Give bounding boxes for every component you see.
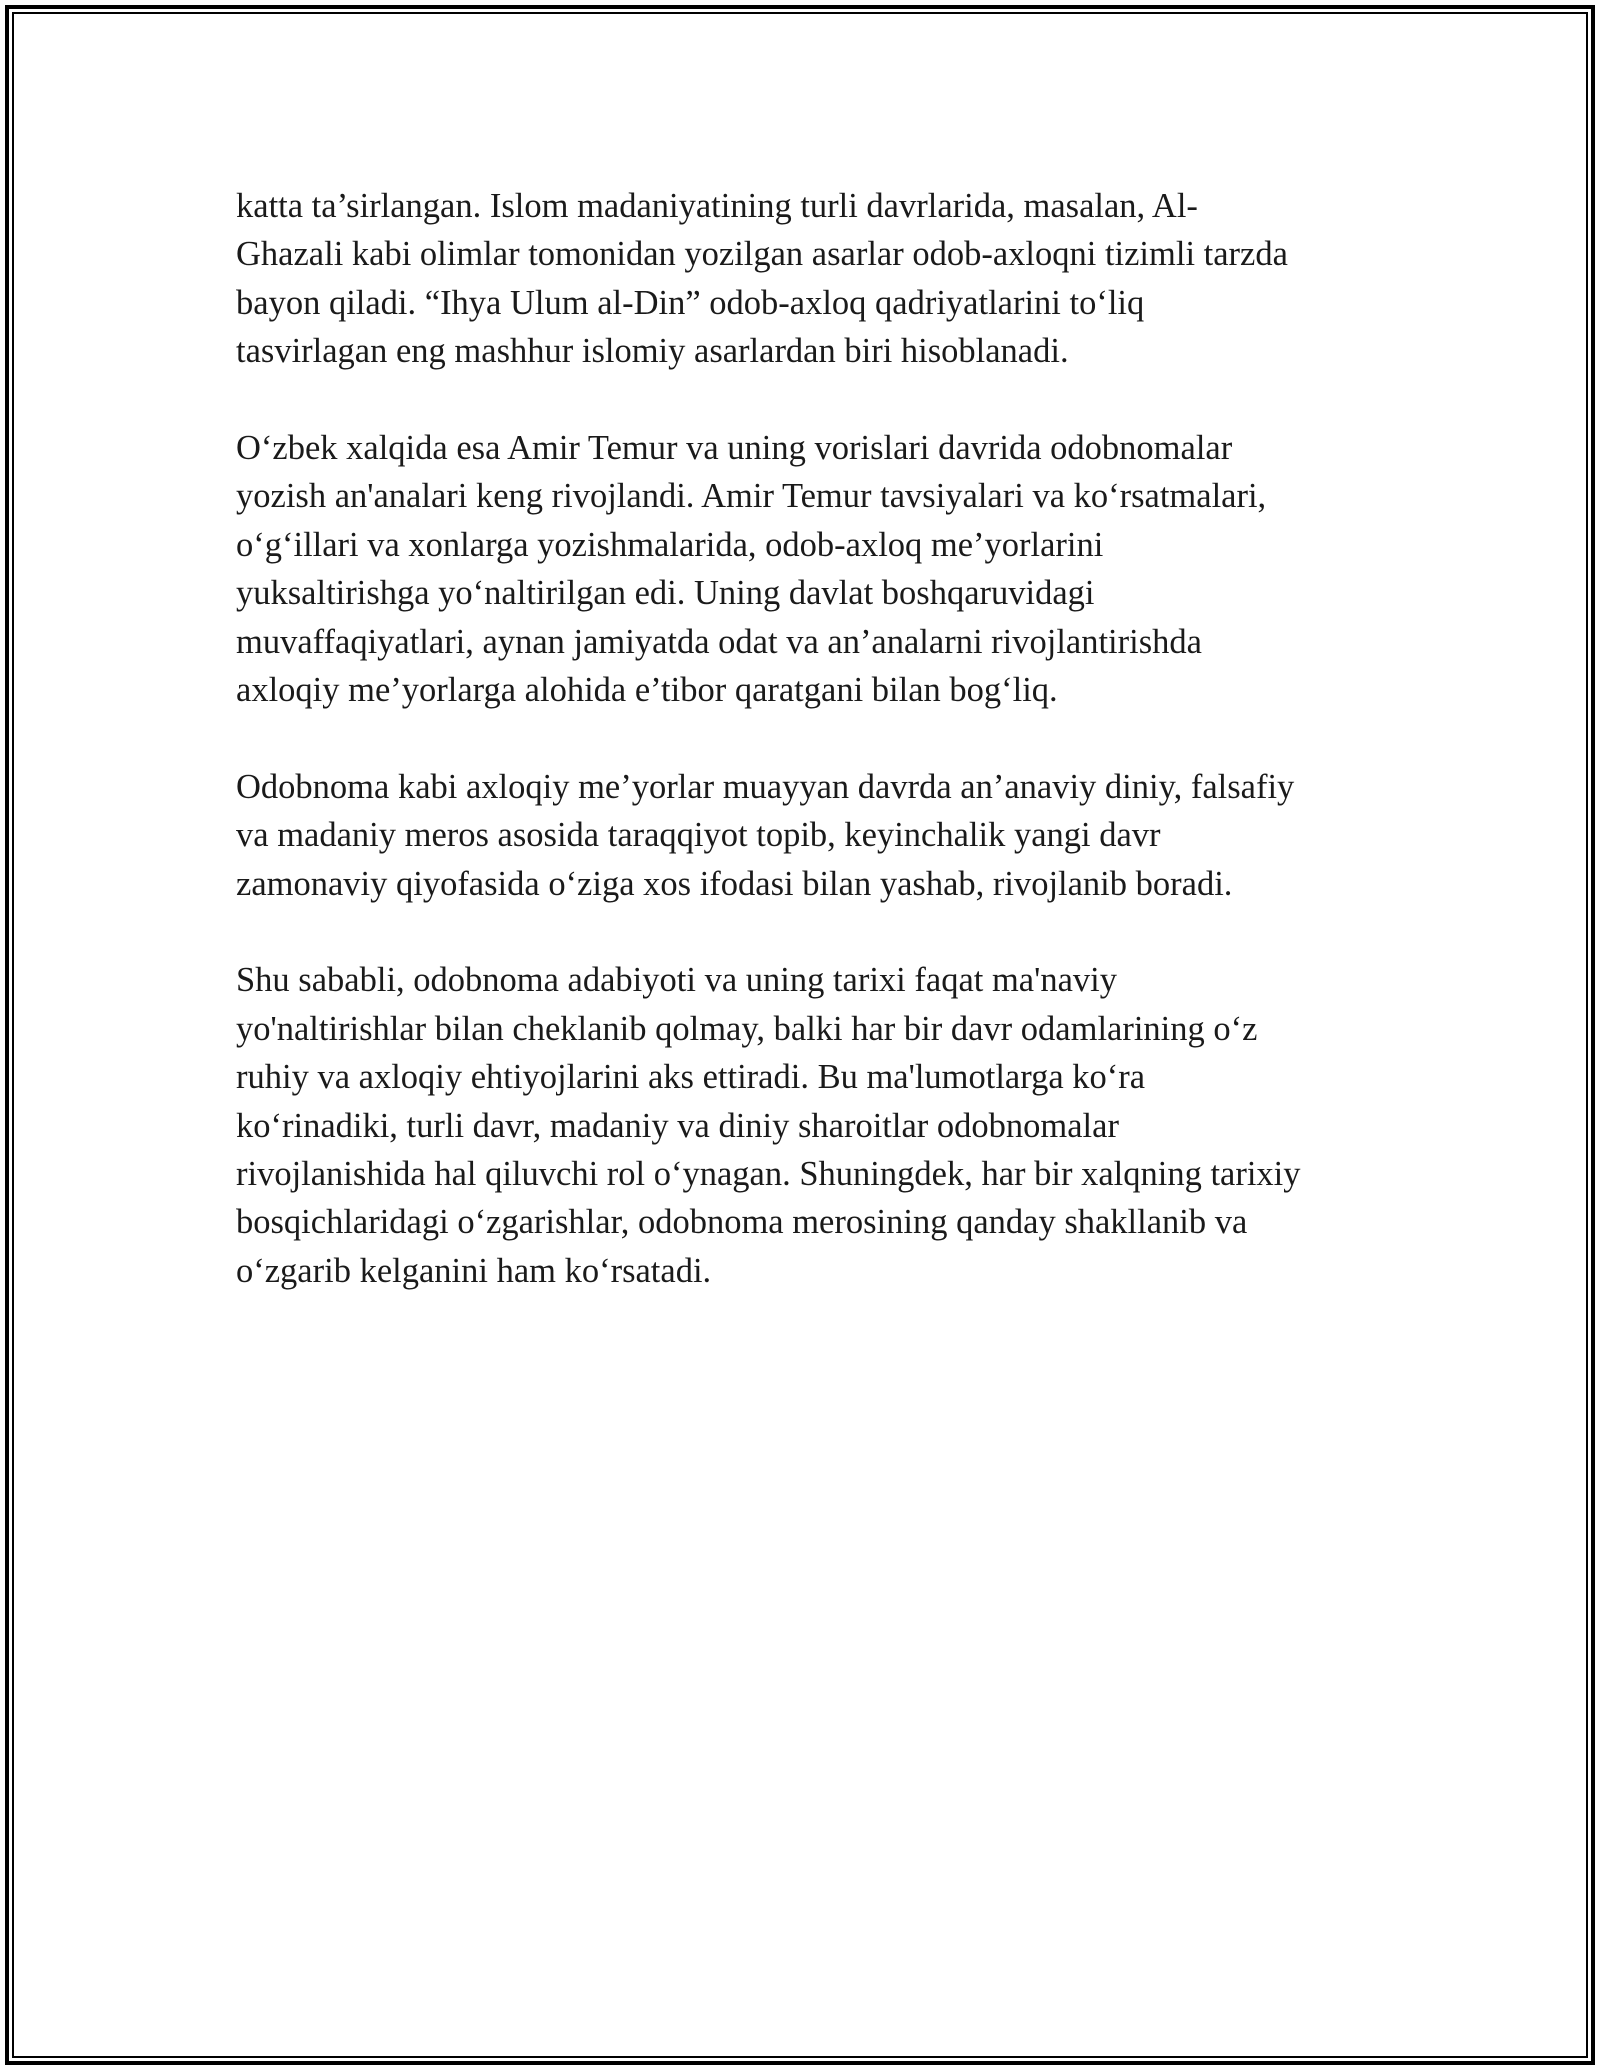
paragraph-2: O‘zbek xalqida esa Amir Temur va uning vorislari davrida odobnomalar yozish an'analari keng rivojlandi. Amir Temur tavsiyalari va ko‘rsatmalari, o‘g‘illari va xonlarga yozishmalarida, odob-axloq me’yorlarini yuksaltirishga yo‘naltirilgan edi. Uning davlat boshqaruvidagi muvaffaqiyatlari, aynan jamiyatda odat va an’analarni rivojlantirishda axloqiy me’yorlarga alohida e’tibor qaratgani bilan bog‘liq.	[236, 429, 1267, 710]
paragraph-1: katta ta’sirlangan. Islom madaniyatining turli davrlarida, masalan, Al- Ghazali kabi olimlar tomonidan yozilgan asarlar odob-axloqni tizimli tarzda bayon qiladi. “Ihya Ulum al-Din” odob-axloq qadriyatlarini to‘liq tasvirlagan eng mashhur islomiy asarlardan biri hisoblanadi.	[236, 187, 1288, 371]
document-body	[236, 182, 1376, 1344]
paragraph-3: Odobnoma kabi axloqiy me’yorlar muayyan davrda an’anaviy diniy, falsafiy va madaniy meros asosida taraqqiyot topib, keyinchalik yangi davr zamonaviy qiyofasida o‘ziga xos ifodasi bilan yashab, rivojlanib boradi.	[236, 767, 1295, 903]
paragraph-4: Shu sababli, odobnoma adabiyoti va uning tarixi faqat ma'naviy yo'naltirishlar bilan cheklanib qolmay, balki har bir davr odamlarining o‘z ruhiy va axloqiy ehtiyojlarini aks ettiradi. Bu ma'lumotlarga ko‘ra ko‘rinadiki, turli davr, madaniy va diniy sharoitlar odobnomalar rivojlanishida hal qiluvchi rol o‘ynagan. Shuningdek, har bir xalqning tarixiy bosqichlaridagi o‘zgarishlar, odobnoma merosining qanday shakllanib va o‘zgarib kelganini ham ko‘rsatadi.	[236, 961, 1301, 1290]
